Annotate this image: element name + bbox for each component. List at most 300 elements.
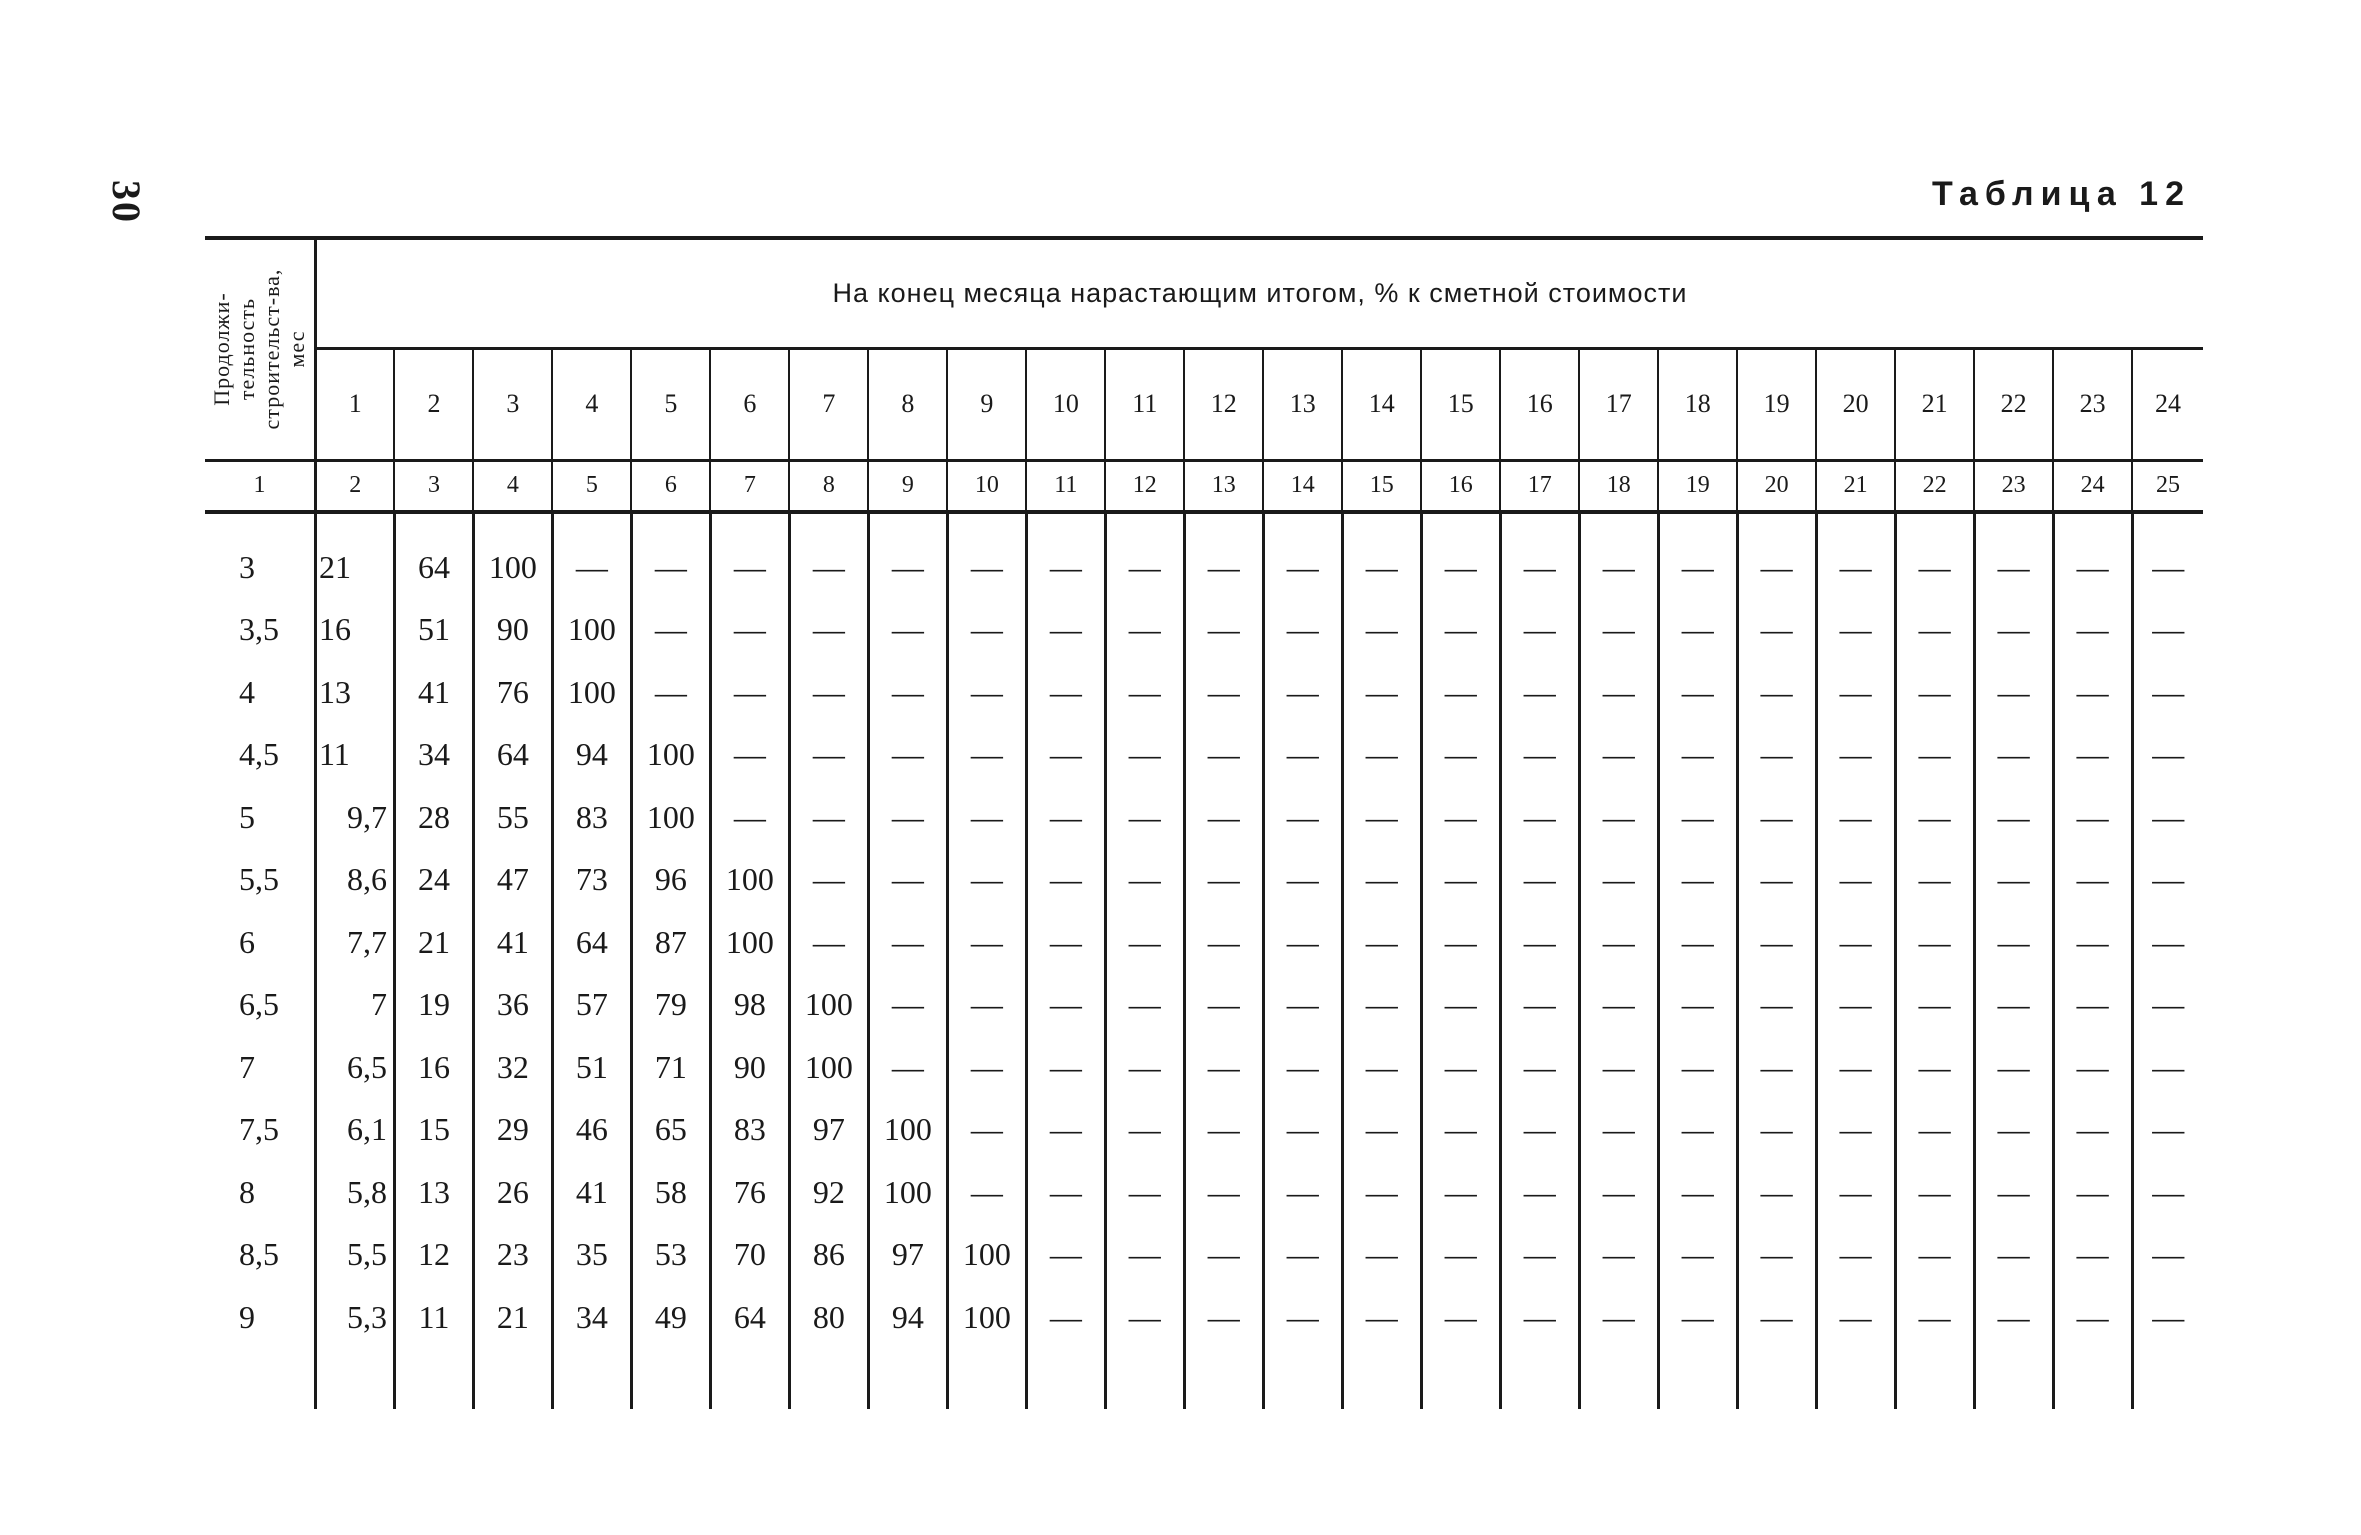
percent-cell: — bbox=[1579, 974, 1658, 1037]
percent-cell: 23 bbox=[473, 1224, 552, 1287]
percent-cell: — bbox=[1816, 599, 1895, 662]
column-number-7: 7 bbox=[710, 460, 789, 512]
percent-cell: — bbox=[1342, 724, 1421, 787]
month-header-19: 19 bbox=[1737, 348, 1816, 460]
percent-cell: — bbox=[789, 911, 868, 974]
percent-cell: 21 bbox=[473, 1286, 552, 1349]
percent-cell: — bbox=[1421, 1099, 1500, 1162]
percent-cell: 100 bbox=[789, 974, 868, 1037]
column-number-25: 25 bbox=[2132, 460, 2203, 512]
percent-cell: — bbox=[2053, 724, 2132, 787]
table-row bbox=[205, 1161, 2203, 1224]
column-number-23: 23 bbox=[1974, 460, 2053, 512]
table-row bbox=[205, 1224, 2203, 1287]
percent-cell: — bbox=[947, 599, 1026, 662]
percent-cell: — bbox=[947, 724, 1026, 787]
percent-cell: — bbox=[1105, 1036, 1184, 1099]
duration-cell: 5 bbox=[205, 786, 315, 849]
percent-cell: — bbox=[1263, 724, 1342, 787]
percent-cell: — bbox=[1579, 1099, 1658, 1162]
percent-cell: — bbox=[1895, 1161, 1974, 1224]
percent-cell: — bbox=[1974, 1286, 2053, 1349]
column-number-17: 17 bbox=[1500, 460, 1579, 512]
percent-cell: — bbox=[2053, 1036, 2132, 1099]
percent-cell: — bbox=[2152, 1236, 2185, 1273]
percent-cell: — bbox=[1263, 1224, 1342, 1287]
percent-cell: 64 bbox=[394, 536, 473, 599]
percent-span-header: На конец месяца нарастающим итогом, % к сметной стоимости bbox=[315, 238, 2203, 348]
duration-cell: 3,5 bbox=[205, 599, 315, 662]
percent-cell: — bbox=[1026, 849, 1105, 912]
percent-cell: — bbox=[2152, 923, 2185, 960]
column-number-16: 16 bbox=[1421, 460, 1500, 512]
month-header-22: 22 bbox=[1974, 348, 2053, 460]
percent-cell: — bbox=[1026, 1099, 1105, 1162]
percent-cell: 36 bbox=[473, 974, 552, 1037]
percent-cell: — bbox=[2152, 1048, 2185, 1085]
percent-cell: — bbox=[1737, 1224, 1816, 1287]
month-header-17: 17 bbox=[1579, 348, 1658, 460]
month-header-14: 14 bbox=[1342, 348, 1421, 460]
percent-cell: — bbox=[2053, 599, 2132, 662]
percent-cell: — bbox=[1342, 1286, 1421, 1349]
percent-cell: — bbox=[789, 724, 868, 787]
column-number-24: 24 bbox=[2053, 460, 2132, 512]
percent-cell: 8,6 bbox=[315, 849, 394, 912]
percent-cell: 76 bbox=[473, 661, 552, 724]
percent-cell: 100 bbox=[631, 724, 710, 787]
percent-cell: — bbox=[1342, 786, 1421, 849]
duration-cell: 4 bbox=[205, 661, 315, 724]
table-row bbox=[205, 786, 2203, 849]
percent-cell: 94 bbox=[552, 724, 631, 787]
percent-cell: — bbox=[1895, 1224, 1974, 1287]
percent-cell: — bbox=[1895, 974, 1974, 1037]
spacer-cell bbox=[1263, 1349, 1342, 1409]
percent-cell: — bbox=[1342, 974, 1421, 1037]
percent-cell: — bbox=[1579, 724, 1658, 787]
percent-cell: — bbox=[2053, 1224, 2132, 1287]
percent-cell: 41 bbox=[394, 661, 473, 724]
spacer-cell bbox=[1105, 512, 1184, 536]
percent-cell: — bbox=[1500, 536, 1579, 599]
spacer-cell bbox=[552, 512, 631, 536]
percent-cell: — bbox=[1263, 1099, 1342, 1162]
percent-cell: — bbox=[1263, 1036, 1342, 1099]
spacer-cell bbox=[2053, 512, 2132, 536]
percent-cell: — bbox=[2053, 661, 2132, 724]
percent-cell: — bbox=[1974, 1036, 2053, 1099]
percent-cell: — bbox=[1105, 536, 1184, 599]
percent-cell: 64 bbox=[552, 911, 631, 974]
table-row bbox=[205, 661, 2203, 724]
percent-cell: — bbox=[1184, 1224, 1263, 1287]
percent-cell: — bbox=[2152, 1173, 2185, 1210]
table-row bbox=[205, 1099, 2203, 1162]
column-number-13: 13 bbox=[1184, 460, 1263, 512]
duration-cell: 3 bbox=[205, 536, 315, 599]
spacer-cell bbox=[205, 1349, 315, 1409]
month-header-12: 12 bbox=[1184, 348, 1263, 460]
percent-cell: — bbox=[1421, 1224, 1500, 1287]
percent-cell: — bbox=[1658, 1099, 1737, 1162]
month-header-24: 24 bbox=[2132, 348, 2203, 460]
month-header-13: 13 bbox=[1263, 348, 1342, 460]
percent-cell: 100 bbox=[789, 1036, 868, 1099]
percent-cell: — bbox=[1026, 599, 1105, 662]
spacer-cell bbox=[1816, 512, 1895, 536]
percent-cell: — bbox=[1342, 536, 1421, 599]
percent-cell: — bbox=[1105, 1161, 1184, 1224]
percent-cell: — bbox=[1737, 1286, 1816, 1349]
percent-cell: — bbox=[1026, 661, 1105, 724]
percent-cell: — bbox=[1658, 849, 1737, 912]
duration-cell: 5,5 bbox=[205, 849, 315, 912]
spacer-cell bbox=[1974, 1349, 2053, 1409]
percent-cell: — bbox=[1658, 661, 1737, 724]
percent-cell: — bbox=[2053, 786, 2132, 849]
percent-cell: — bbox=[2152, 736, 2185, 773]
percent-cell: — bbox=[1737, 536, 1816, 599]
percent-cell: — bbox=[1342, 1099, 1421, 1162]
percent-cell: 26 bbox=[473, 1161, 552, 1224]
percent-cell: — bbox=[1421, 1161, 1500, 1224]
percent-cell: — bbox=[1342, 911, 1421, 974]
percent-cell: — bbox=[1026, 786, 1105, 849]
percent-cell: — bbox=[2152, 548, 2185, 585]
table-row bbox=[205, 911, 2203, 974]
percent-cell: 90 bbox=[473, 599, 552, 662]
percent-cell: — bbox=[1421, 724, 1500, 787]
table-row bbox=[205, 1286, 2203, 1349]
percent-cell: 29 bbox=[473, 1099, 552, 1162]
duration-cell: 8,5 bbox=[205, 1224, 315, 1287]
percent-cell: — bbox=[1500, 599, 1579, 662]
percent-cell: — bbox=[2053, 1099, 2132, 1162]
percent-cell: 79 bbox=[631, 974, 710, 1037]
percent-cell: — bbox=[1579, 536, 1658, 599]
table-caption: Таблица 12 bbox=[1932, 175, 2191, 213]
month-header-18: 18 bbox=[1658, 348, 1737, 460]
percent-cell: — bbox=[947, 974, 1026, 1037]
percent-cell: — bbox=[1342, 849, 1421, 912]
percent-cell: 65 bbox=[631, 1099, 710, 1162]
table-row bbox=[205, 724, 2203, 787]
spacer-cell bbox=[2132, 512, 2203, 536]
table-row bbox=[205, 536, 2203, 599]
percent-cell: — bbox=[947, 661, 1026, 724]
column-number-15: 15 bbox=[1342, 460, 1421, 512]
column-number-21: 21 bbox=[1816, 460, 1895, 512]
percent-cell: — bbox=[1500, 1036, 1579, 1099]
month-header-15: 15 bbox=[1421, 348, 1500, 460]
duration-cell: 4,5 bbox=[205, 724, 315, 787]
percent-cell: 92 bbox=[789, 1161, 868, 1224]
spacer-cell bbox=[552, 1349, 631, 1409]
percent-cell: — bbox=[1184, 849, 1263, 912]
percent-cell: — bbox=[1421, 1036, 1500, 1099]
percent-cell: — bbox=[552, 536, 631, 599]
spacer-cell bbox=[1342, 512, 1421, 536]
percent-cell: — bbox=[1579, 1161, 1658, 1224]
percent-cell: — bbox=[1816, 536, 1895, 599]
percent-cell: 6,5 bbox=[315, 1036, 394, 1099]
percent-cell: 100 bbox=[947, 1224, 1026, 1287]
spacer-cell bbox=[1579, 1349, 1658, 1409]
percent-cell: 16 bbox=[394, 1036, 473, 1099]
spacer-cell bbox=[1974, 512, 2053, 536]
percent-cell: 12 bbox=[394, 1224, 473, 1287]
percent-cell: — bbox=[1026, 974, 1105, 1037]
percent-cell: — bbox=[1263, 1286, 1342, 1349]
percent-cell: — bbox=[1026, 1224, 1105, 1287]
percent-cell: — bbox=[1500, 1224, 1579, 1287]
percent-cell: — bbox=[1895, 661, 1974, 724]
percent-cell: 41 bbox=[552, 1161, 631, 1224]
column-number-2: 2 bbox=[315, 460, 394, 512]
percent-cell: — bbox=[1658, 1286, 1737, 1349]
duration-cell: 9 bbox=[205, 1286, 315, 1349]
percent-cell: — bbox=[1579, 1224, 1658, 1287]
percent-cell: 80 bbox=[789, 1286, 868, 1349]
percent-cell: — bbox=[1737, 974, 1816, 1037]
percent-cell: — bbox=[1500, 786, 1579, 849]
percent-cell: — bbox=[868, 1036, 947, 1099]
percent-cell: — bbox=[1974, 1161, 2053, 1224]
percent-cell: — bbox=[1579, 1286, 1658, 1349]
spacer-cell bbox=[868, 1349, 947, 1409]
percent-cell: — bbox=[1421, 911, 1500, 974]
spacer-cell bbox=[1105, 1349, 1184, 1409]
percent-cell: 5,3 bbox=[315, 1286, 394, 1349]
percent-cell: — bbox=[1105, 1099, 1184, 1162]
percent-cell: — bbox=[1816, 849, 1895, 912]
percent-cell: — bbox=[1974, 974, 2053, 1037]
percent-cell: 97 bbox=[868, 1224, 947, 1287]
column-number-4: 4 bbox=[473, 460, 552, 512]
percent-cell: — bbox=[1895, 849, 1974, 912]
month-number-row bbox=[205, 348, 2203, 460]
percent-cell: 47 bbox=[473, 849, 552, 912]
percent-cell: — bbox=[1263, 974, 1342, 1037]
column-number-1: 1 bbox=[205, 460, 315, 512]
percent-cell: — bbox=[1737, 1036, 1816, 1099]
percent-cell: — bbox=[1421, 599, 1500, 662]
cost-distribution-table-wrapper bbox=[205, 236, 2203, 1409]
month-header-21: 21 bbox=[1895, 348, 1974, 460]
percent-cell: — bbox=[1105, 786, 1184, 849]
percent-cell: 76 bbox=[710, 1161, 789, 1224]
percent-cell: 11 bbox=[394, 1286, 473, 1349]
percent-cell: — bbox=[2053, 911, 2132, 974]
percent-cell: 100 bbox=[473, 536, 552, 599]
percent-cell: — bbox=[1184, 599, 1263, 662]
percent-cell: — bbox=[1974, 786, 2053, 849]
percent-cell: — bbox=[1026, 1286, 1105, 1349]
duration-cell: 7,5 bbox=[205, 1099, 315, 1162]
percent-cell: — bbox=[1974, 599, 2053, 662]
percent-cell: — bbox=[1105, 974, 1184, 1037]
spacer-cell bbox=[868, 512, 947, 536]
percent-cell: — bbox=[1658, 1036, 1737, 1099]
percent-cell: — bbox=[947, 786, 1026, 849]
duration-header bbox=[205, 238, 315, 460]
percent-cell: — bbox=[1737, 1099, 1816, 1162]
month-header-16: 16 bbox=[1500, 348, 1579, 460]
percent-cell: — bbox=[1342, 661, 1421, 724]
percent-cell: — bbox=[1263, 786, 1342, 849]
percent-cell: — bbox=[1579, 1036, 1658, 1099]
percent-cell: — bbox=[1263, 599, 1342, 662]
percent-cell: — bbox=[1263, 849, 1342, 912]
column-number-6: 6 bbox=[631, 460, 710, 512]
percent-cell: 19 bbox=[394, 974, 473, 1037]
spacer-cell bbox=[1342, 1349, 1421, 1409]
percent-cell: — bbox=[789, 599, 868, 662]
percent-cell: 13 bbox=[394, 1161, 473, 1224]
percent-cell: — bbox=[1658, 599, 1737, 662]
percent-cell: — bbox=[1421, 1286, 1500, 1349]
percent-cell: 98 bbox=[710, 974, 789, 1037]
percent-cell: — bbox=[2152, 611, 2185, 648]
spacer-cell bbox=[710, 1349, 789, 1409]
column-number-19: 19 bbox=[1658, 460, 1737, 512]
percent-cell: — bbox=[631, 661, 710, 724]
percent-cell: — bbox=[1895, 1099, 1974, 1162]
percent-cell: — bbox=[947, 1099, 1026, 1162]
percent-cell: — bbox=[868, 724, 947, 787]
percent-cell: — bbox=[2152, 861, 2185, 898]
percent-cell: — bbox=[1184, 1099, 1263, 1162]
percent-cell: — bbox=[1026, 1161, 1105, 1224]
percent-cell: — bbox=[1816, 974, 1895, 1037]
percent-cell: — bbox=[1895, 1286, 1974, 1349]
percent-cell: — bbox=[1974, 724, 2053, 787]
spacer-cell bbox=[1737, 512, 1816, 536]
percent-cell: — bbox=[1895, 599, 1974, 662]
spacer-cell bbox=[1026, 1349, 1105, 1409]
spacer-cell bbox=[1737, 1349, 1816, 1409]
percent-cell: 55 bbox=[473, 786, 552, 849]
spacer-cell bbox=[1816, 1349, 1895, 1409]
spacer-cell bbox=[1658, 1349, 1737, 1409]
percent-cell: — bbox=[1816, 1286, 1895, 1349]
percent-cell: — bbox=[2152, 798, 2185, 835]
spacer-cell bbox=[1500, 512, 1579, 536]
percent-cell: — bbox=[2152, 986, 2185, 1023]
percent-cell: — bbox=[1974, 536, 2053, 599]
percent-cell: 21 bbox=[315, 536, 394, 599]
percent-cell: — bbox=[1816, 1161, 1895, 1224]
percent-cell: — bbox=[1579, 786, 1658, 849]
percent-cell: 64 bbox=[710, 1286, 789, 1349]
percent-cell: — bbox=[1579, 849, 1658, 912]
percent-cell: 51 bbox=[394, 599, 473, 662]
percent-cell: — bbox=[2053, 974, 2132, 1037]
month-header-4: 4 bbox=[552, 348, 631, 460]
percent-cell: 83 bbox=[552, 786, 631, 849]
percent-cell: — bbox=[1658, 786, 1737, 849]
spacer-cell bbox=[1579, 512, 1658, 536]
percent-cell: — bbox=[1974, 849, 2053, 912]
percent-cell: — bbox=[1500, 661, 1579, 724]
spacer-cell bbox=[1421, 512, 1500, 536]
spacer-cell bbox=[2053, 1349, 2132, 1409]
percent-cell: — bbox=[868, 849, 947, 912]
percent-cell: — bbox=[868, 974, 947, 1037]
spacer-cell bbox=[947, 1349, 1026, 1409]
spacer-cell bbox=[1421, 1349, 1500, 1409]
percent-cell: — bbox=[1263, 661, 1342, 724]
month-header-6: 6 bbox=[710, 348, 789, 460]
percent-cell: — bbox=[710, 599, 789, 662]
percent-cell: — bbox=[1895, 724, 1974, 787]
spacer-cell bbox=[1184, 512, 1263, 536]
percent-cell: — bbox=[2053, 1286, 2132, 1349]
percent-cell: 73 bbox=[552, 849, 631, 912]
column-number-14: 14 bbox=[1263, 460, 1342, 512]
percent-cell: — bbox=[1263, 536, 1342, 599]
percent-cell: — bbox=[1974, 1224, 2053, 1287]
percent-cell: 100 bbox=[947, 1286, 1026, 1349]
percent-cell: — bbox=[947, 1161, 1026, 1224]
percent-cell: — bbox=[1737, 1161, 1816, 1224]
spacer-cell bbox=[1026, 512, 1105, 536]
spacer-row bbox=[205, 512, 2203, 536]
spacer-cell bbox=[2132, 1349, 2203, 1409]
percent-cell: — bbox=[1816, 911, 1895, 974]
percent-cell: — bbox=[868, 911, 947, 974]
percent-cell: — bbox=[868, 536, 947, 599]
column-number-3: 3 bbox=[394, 460, 473, 512]
percent-cell: — bbox=[1658, 724, 1737, 787]
percent-cell: — bbox=[631, 536, 710, 599]
percent-cell: — bbox=[1816, 724, 1895, 787]
percent-cell: 15 bbox=[394, 1099, 473, 1162]
duration-cell: 8 bbox=[205, 1161, 315, 1224]
percent-cell: 70 bbox=[710, 1224, 789, 1287]
duration-cell: 6 bbox=[205, 911, 315, 974]
percent-cell: — bbox=[1421, 974, 1500, 1037]
percent-cell: — bbox=[1579, 661, 1658, 724]
spacer-cell bbox=[394, 1349, 473, 1409]
percent-cell: — bbox=[1974, 911, 2053, 974]
column-number-18: 18 bbox=[1579, 460, 1658, 512]
percent-cell: — bbox=[1816, 1224, 1895, 1287]
percent-cell: 5,5 bbox=[315, 1224, 394, 1287]
percent-cell: — bbox=[1579, 911, 1658, 974]
percent-cell: 13 bbox=[315, 661, 394, 724]
percent-cell: — bbox=[2053, 849, 2132, 912]
percent-cell: — bbox=[710, 786, 789, 849]
column-number-12: 12 bbox=[1105, 460, 1184, 512]
table-header bbox=[205, 238, 2203, 512]
percent-cell: — bbox=[1026, 1036, 1105, 1099]
table-row bbox=[205, 849, 2203, 912]
percent-cell: — bbox=[1263, 911, 1342, 974]
percent-cell: 100 bbox=[552, 661, 631, 724]
percent-cell: — bbox=[789, 786, 868, 849]
percent-cell: — bbox=[1184, 724, 1263, 787]
spacer-cell bbox=[473, 512, 552, 536]
spacer-cell bbox=[315, 1349, 394, 1409]
percent-cell: — bbox=[1184, 1161, 1263, 1224]
month-header-23: 23 bbox=[2053, 348, 2132, 460]
percent-cell: — bbox=[1184, 974, 1263, 1037]
percent-cell: — bbox=[1816, 661, 1895, 724]
percent-cell: — bbox=[1105, 1224, 1184, 1287]
month-header-3: 3 bbox=[473, 348, 552, 460]
